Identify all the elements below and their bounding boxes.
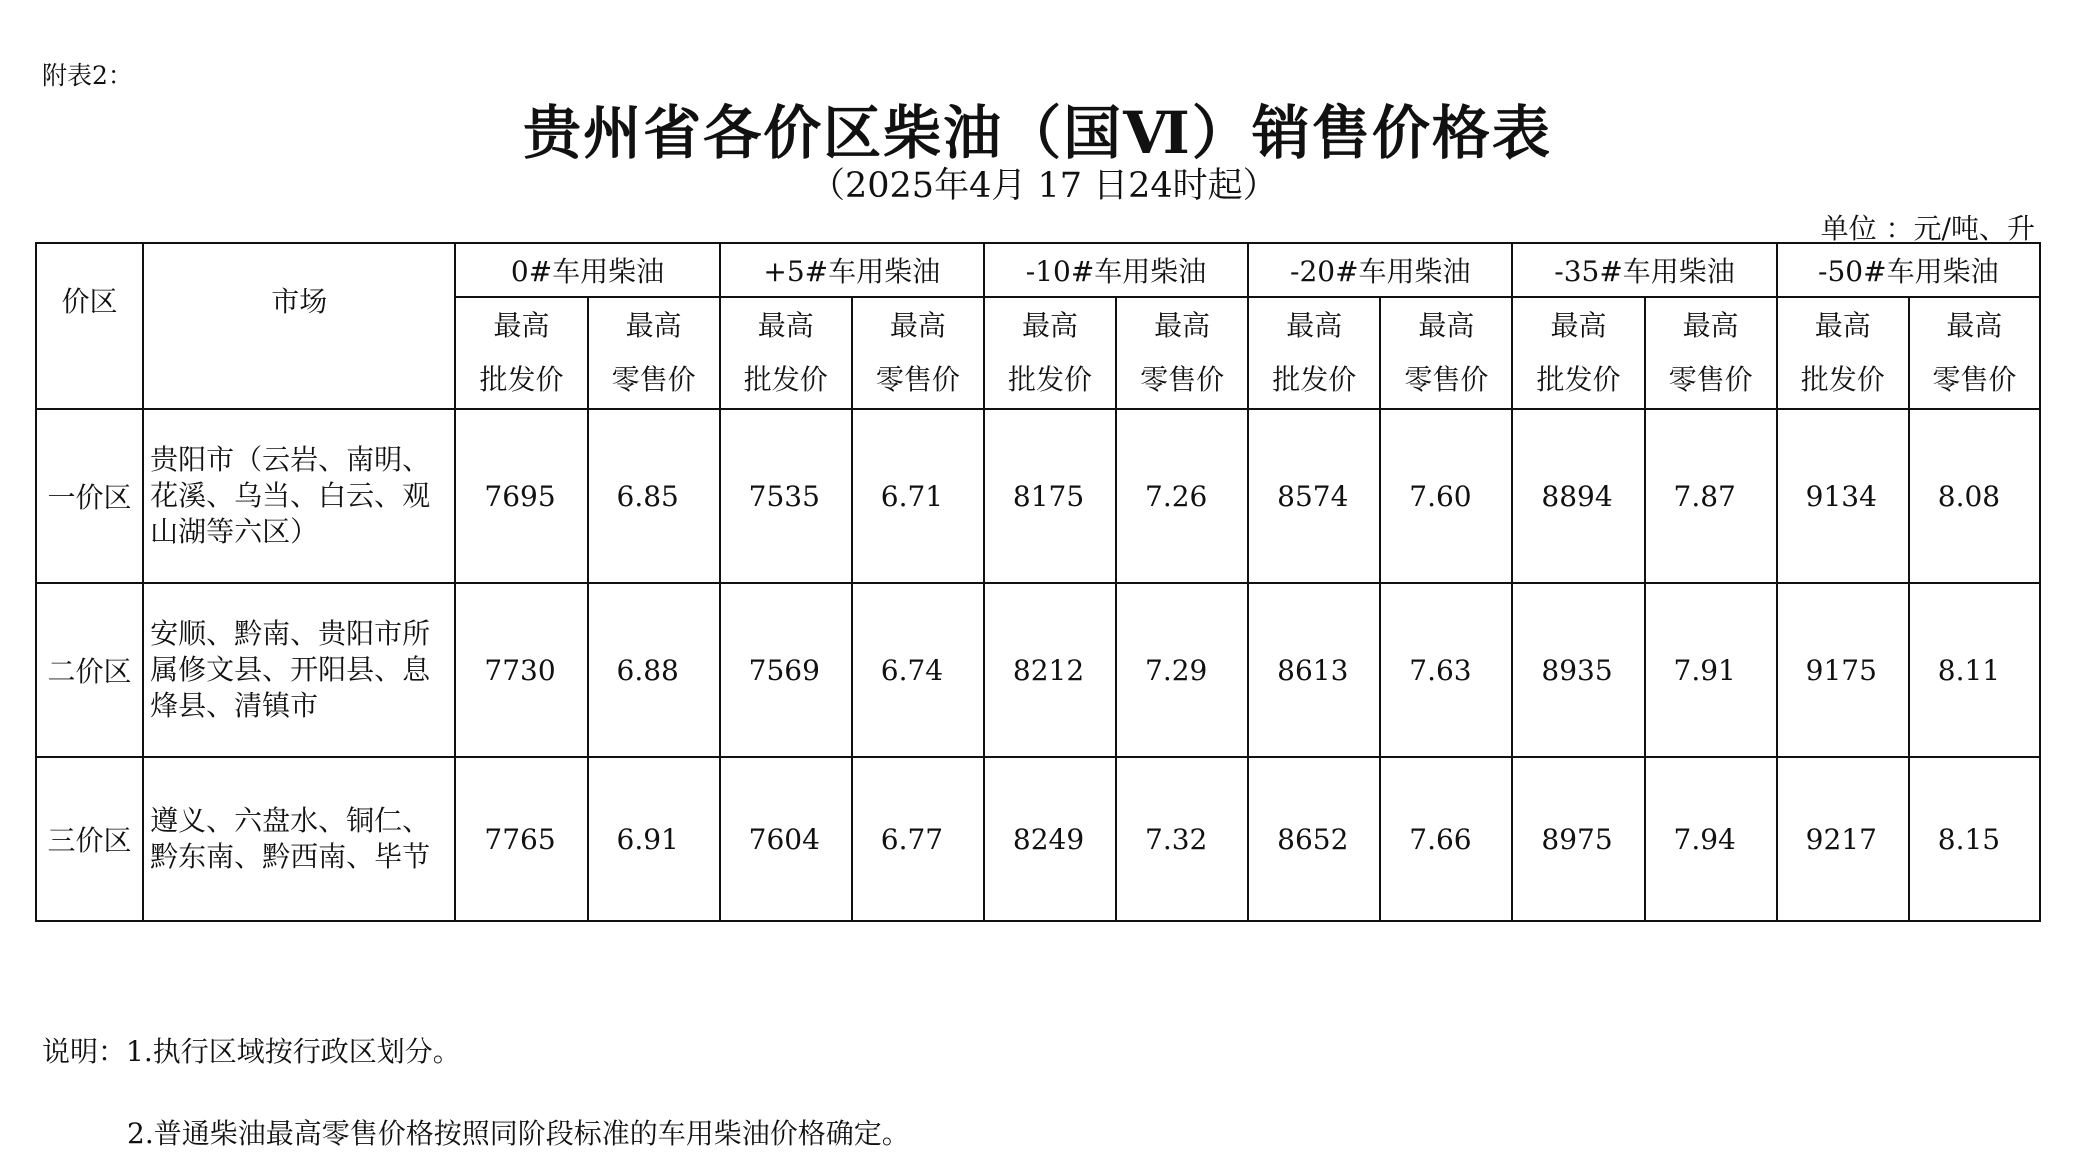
market-cell: 贵阳市（云岩、南明、花溪、乌当、白云、观山湖等六区） [143, 409, 455, 583]
retail-header: 最高 零售价 [852, 297, 984, 409]
retail-price-cell: 7.60 [1380, 409, 1512, 583]
effective-date: （2025年4月 17 日24时起） [810, 166, 1278, 206]
wholesale-price-cell: 7604 [720, 757, 852, 921]
product-header: -10#车用柴油 [984, 243, 1248, 297]
wholesale-price-cell: 7730 [455, 583, 587, 757]
product-header: 0#车用柴油 [455, 243, 719, 297]
wholesale-header: 最高 批发价 [1777, 297, 1909, 409]
page-title: 贵州省各价区柴油（国Ⅵ）销售价格表 [523, 99, 1552, 167]
retail-price-cell: 7.32 [1116, 757, 1248, 921]
wholesale-price-cell: 8249 [984, 757, 1116, 921]
note-1: 说明：1.执行区域按行政区划分。 [42, 1035, 461, 1068]
wholesale-price-cell: 8975 [1512, 757, 1644, 921]
retail-price-cell: 6.74 [852, 583, 984, 757]
retail-price-cell: 8.15 [1909, 757, 2040, 921]
retail-header: 最高 零售价 [1116, 297, 1248, 409]
product-header: -35#车用柴油 [1512, 243, 1776, 297]
retail-header: 最高 零售价 [1380, 297, 1512, 409]
market-header: 市场 [143, 243, 455, 409]
wholesale-price-cell: 7695 [455, 409, 587, 583]
table-row [36, 583, 2040, 757]
wholesale-header: 最高 批发价 [720, 297, 852, 409]
note-2: 2.普通柴油最高零售价格按照同阶段标准的车用柴油价格确定。 [127, 1117, 910, 1150]
wholesale-price-cell: 7765 [455, 757, 587, 921]
header-row [36, 243, 2040, 297]
wholesale-header: 最高 批发价 [1248, 297, 1380, 409]
wholesale-price-cell: 8652 [1248, 757, 1380, 921]
zone-cell: 三价区 [36, 757, 143, 921]
retail-price-cell: 6.71 [852, 409, 984, 583]
retail-price-cell: 6.77 [852, 757, 984, 921]
table-row [36, 409, 2040, 583]
wholesale-price-cell: 8935 [1512, 583, 1644, 757]
wholesale-header: 最高 批发价 [1512, 297, 1644, 409]
retail-price-cell: 8.11 [1909, 583, 2040, 757]
wholesale-price-cell: 8613 [1248, 583, 1380, 757]
retail-price-cell: 7.91 [1645, 583, 1777, 757]
wholesale-price-cell: 9134 [1777, 409, 1909, 583]
wholesale-header: 最高 批发价 [984, 297, 1116, 409]
retail-price-cell: 7.66 [1380, 757, 1512, 921]
price-table [35, 242, 2041, 922]
wholesale-price-cell: 9175 [1777, 583, 1909, 757]
market-cell: 遵义、六盘水、铜仁、黔东南、黔西南、毕节 [143, 757, 455, 921]
product-header: +5#车用柴油 [720, 243, 984, 297]
retail-header: 最高 零售价 [588, 297, 720, 409]
retail-price-cell: 8.08 [1909, 409, 2040, 583]
appendix-label: 附表2： [42, 61, 133, 90]
unit-label: 单位 ：元/吨、升 [1820, 212, 2035, 245]
retail-header: 最高 零售价 [1909, 297, 2040, 409]
zone-cell: 一价区 [36, 409, 143, 583]
wholesale-price-cell: 9217 [1777, 757, 1909, 921]
product-header: -20#车用柴油 [1248, 243, 1512, 297]
retail-price-cell: 6.91 [588, 757, 720, 921]
market-cell: 安顺、黔南、贵阳市所属修文县、开阳县、息烽县、清镇市 [143, 583, 455, 757]
retail-price-cell: 7.26 [1116, 409, 1248, 583]
wholesale-price-cell: 8212 [984, 583, 1116, 757]
retail-price-cell: 7.29 [1116, 583, 1248, 757]
wholesale-price-cell: 7569 [720, 583, 852, 757]
wholesale-price-cell: 8175 [984, 409, 1116, 583]
wholesale-price-cell: 8574 [1248, 409, 1380, 583]
retail-price-cell: 7.87 [1645, 409, 1777, 583]
product-header: -50#车用柴油 [1777, 243, 2040, 297]
wholesale-header: 最高 批发价 [455, 297, 587, 409]
wholesale-price-cell: 8894 [1512, 409, 1644, 583]
zone-cell: 二价区 [36, 583, 143, 757]
table-row [36, 757, 2040, 921]
zone-header: 价区 [36, 243, 143, 409]
retail-price-cell: 6.88 [588, 583, 720, 757]
retail-price-cell: 7.94 [1645, 757, 1777, 921]
retail-price-cell: 6.85 [588, 409, 720, 583]
retail-header: 最高 零售价 [1645, 297, 1777, 409]
wholesale-price-cell: 7535 [720, 409, 852, 583]
retail-price-cell: 7.63 [1380, 583, 1512, 757]
